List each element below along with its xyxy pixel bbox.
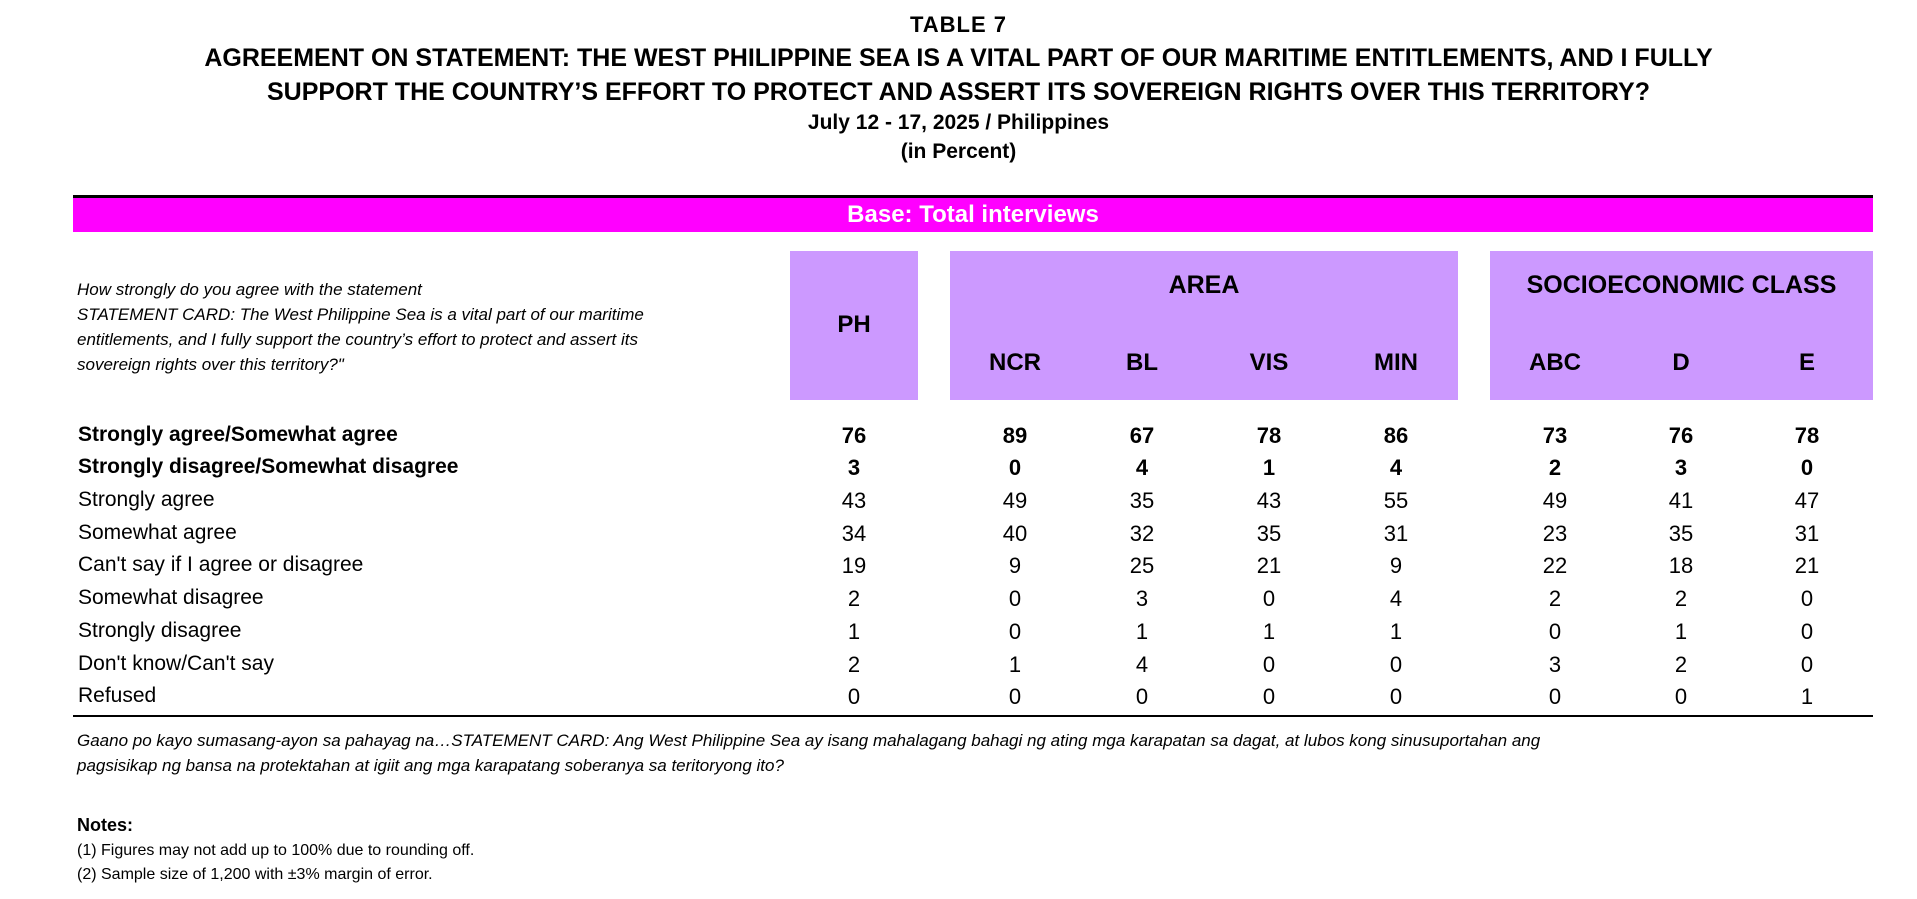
table-cell: 55 xyxy=(1383,488,1409,513)
question-line: entitlements, and I fully support the country’s effort to protect and assert its xyxy=(77,330,638,349)
table-cell: 1 xyxy=(1674,619,1688,644)
question-text xyxy=(77,277,777,377)
table-cell: 1 xyxy=(1800,684,1814,709)
question-line: How strongly do you agree with the statement xyxy=(77,280,422,299)
table-cell: 31 xyxy=(1383,521,1409,546)
table-title-line-1: AGREEMENT ON STATEMENT: THE WEST PHILIPPINE SEA IS A VITAL PART OF OUR MARITIME ENTITLEMENTS, AND I FULLY xyxy=(204,44,1713,72)
column-header-ncr: NCR xyxy=(989,349,1041,376)
table-cell: 73 xyxy=(1542,423,1568,448)
tagalog-line: pagsisikap ng bansa na protektahan at igiit ang mga karapatang soberanya sa teritoryong ito? xyxy=(77,756,784,775)
table-cell: 32 xyxy=(1129,521,1155,546)
area-group-label: AREA xyxy=(1168,271,1240,299)
question-line: STATEMENT CARD: The West Philippine Sea is a vital part of our maritime xyxy=(77,305,644,324)
table-cell: 49 xyxy=(1002,488,1028,513)
table-cell: 0 xyxy=(1135,684,1149,709)
table-cell: 25 xyxy=(1129,553,1155,578)
base-banner: Base: Total interviews xyxy=(73,198,1873,232)
table-cell: 49 xyxy=(1542,488,1568,513)
table-cell: 1 xyxy=(1389,619,1403,644)
table-cell: 31 xyxy=(1794,521,1820,546)
row-label: Strongly disagree/Somewhat disagree xyxy=(78,455,459,478)
table-cell: 0 xyxy=(1800,455,1814,480)
table-cell: 19 xyxy=(841,553,867,578)
table-cell: 1 xyxy=(1262,455,1276,480)
tagalog-question xyxy=(77,728,1867,778)
table-cell: 0 xyxy=(1262,586,1276,611)
table-cell: 76 xyxy=(1668,423,1694,448)
table-cell: 2 xyxy=(1674,586,1688,611)
table-cell: 22 xyxy=(1542,553,1568,578)
table-cell: 0 xyxy=(1800,652,1814,677)
table-title-line-2: SUPPORT THE COUNTRY’S EFFORT TO PROTECT AND ASSERT ITS SOVEREIGN RIGHTS OVER THIS TERRITORY? xyxy=(267,78,1650,106)
bottom-rule xyxy=(73,715,1873,717)
table-cell: 35 xyxy=(1129,488,1155,513)
column-header-d: D xyxy=(1672,349,1690,376)
table-cell: 4 xyxy=(1135,455,1149,480)
table-number: TABLE 7 xyxy=(909,12,1008,37)
table-cell: 1 xyxy=(1008,652,1022,677)
table-cell: 21 xyxy=(1256,553,1282,578)
table-cell: 2 xyxy=(847,586,861,611)
table-cell: 78 xyxy=(1256,423,1282,448)
table-cell: 9 xyxy=(1008,553,1022,578)
table-cell: 1 xyxy=(847,619,861,644)
table-cell: 2 xyxy=(1548,455,1562,480)
table-cell: 35 xyxy=(1668,521,1694,546)
table-cell: 86 xyxy=(1383,423,1409,448)
table-cell: 0 xyxy=(1548,684,1562,709)
table-cell: 35 xyxy=(1256,521,1282,546)
table-cell: 0 xyxy=(847,684,861,709)
table-cell: 1 xyxy=(1135,619,1149,644)
table-cell: 76 xyxy=(841,423,867,448)
note-item: (1) Figures may not add up to 100% due to rounding off. xyxy=(77,842,475,859)
table-cell: 18 xyxy=(1668,553,1694,578)
table-cell: 0 xyxy=(1800,586,1814,611)
row-label: Strongly agree xyxy=(78,488,215,511)
table-cell: 0 xyxy=(1389,652,1403,677)
row-label: Strongly agree/Somewhat agree xyxy=(78,423,398,446)
table-cell: 0 xyxy=(1389,684,1403,709)
table-cell: 34 xyxy=(841,521,867,546)
table-cell: 47 xyxy=(1794,488,1820,513)
table-cell: 23 xyxy=(1542,521,1568,546)
row-label: Refused xyxy=(78,684,157,707)
notes-title: Notes: xyxy=(77,815,134,835)
table-cell: 41 xyxy=(1668,488,1694,513)
table-cell: 43 xyxy=(841,488,867,513)
table-cell: 3 xyxy=(1548,652,1562,677)
table-cell: 67 xyxy=(1129,423,1155,448)
table-cell: 4 xyxy=(1389,586,1403,611)
table-cell: 3 xyxy=(1674,455,1688,480)
table-cell: 0 xyxy=(1008,455,1022,480)
table-cell: 0 xyxy=(1008,619,1022,644)
table-cell: 21 xyxy=(1794,553,1820,578)
table-cell: 40 xyxy=(1002,521,1028,546)
column-header-e: E xyxy=(1798,349,1815,376)
table-cell: 0 xyxy=(1674,684,1688,709)
table-cell: 0 xyxy=(1800,619,1814,644)
column-header-min: MIN xyxy=(1374,349,1418,376)
row-label: Somewhat disagree xyxy=(78,586,264,609)
table-cell: 4 xyxy=(1135,652,1149,677)
table-cell: 0 xyxy=(1008,586,1022,611)
question-line: sovereign rights over this territory?" xyxy=(77,355,344,374)
table-cell: 89 xyxy=(1002,423,1028,448)
socioeconomic-group-label: SOCIOECONOMIC CLASS xyxy=(1526,271,1837,299)
table-cell: 2 xyxy=(1548,586,1562,611)
column-header-vis: VIS xyxy=(1249,349,1289,376)
row-label: Strongly disagree xyxy=(78,619,242,642)
table-cell: 1 xyxy=(1262,619,1276,644)
row-label: Somewhat agree xyxy=(78,521,237,544)
column-header-bl: BL xyxy=(1126,349,1158,376)
tagalog-line: Gaano po kayo sumasang-ayon sa pahayag na…STATEMENT CARD: Ang West Philippine Sea ay isang mahalagang bahagi ng ating mga karapatan sa dagat, at lubos kong sinusuportahan ang xyxy=(77,731,1541,750)
table-cell: 3 xyxy=(1135,586,1149,611)
table-cell: 9 xyxy=(1389,553,1403,578)
table-cell: 43 xyxy=(1256,488,1282,513)
table-title xyxy=(0,41,1917,109)
table-cell: 2 xyxy=(847,652,861,677)
table-cell: 3 xyxy=(847,455,861,480)
column-header-abc: ABC xyxy=(1529,349,1581,376)
table-cell: 0 xyxy=(1262,684,1276,709)
unit-label: (in Percent) xyxy=(900,140,1017,163)
table-cell: 4 xyxy=(1389,455,1403,480)
table-cell: 0 xyxy=(1262,652,1276,677)
row-label: Can't say if I agree or disagree xyxy=(78,553,364,576)
table-cell: 0 xyxy=(1548,619,1562,644)
table-cell: 0 xyxy=(1008,684,1022,709)
note-item: (2) Sample size of 1,200 with ±3% margin of error. xyxy=(77,866,433,883)
table-cell: 2 xyxy=(1674,652,1688,677)
survey-date: July 12 - 17, 2025 / Philippines xyxy=(807,111,1110,134)
column-header-ph: PH xyxy=(837,311,871,338)
table-cell: 78 xyxy=(1794,423,1820,448)
row-label: Don't know/Can't say xyxy=(78,652,274,675)
